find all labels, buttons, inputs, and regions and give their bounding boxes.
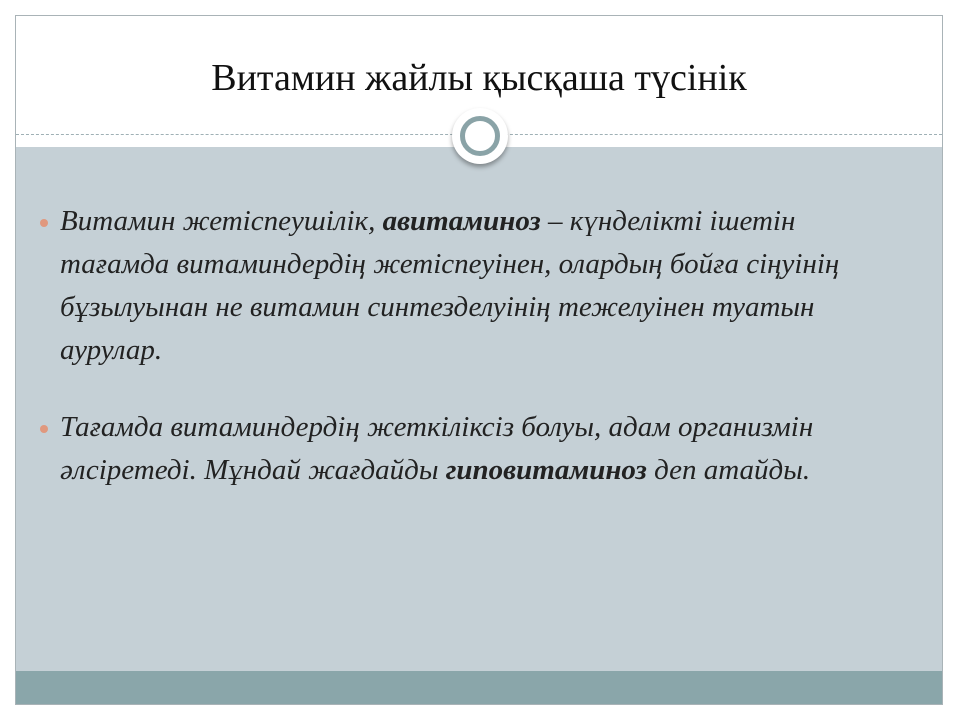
- footer-bar: [16, 671, 942, 705]
- bullet-term-avitaminosis: авитаминоз: [382, 205, 541, 237]
- bullet-text-post: деп атайды.: [646, 454, 811, 486]
- bullet-text-pre: Витамин жетіспеушілік,: [60, 205, 383, 237]
- bullet-item: [40, 200, 860, 372]
- bullet-item: [40, 406, 860, 492]
- ring-inner: [460, 116, 500, 156]
- ring-ornament-icon: [452, 108, 508, 164]
- bullet-text-pre: Тағамда витаминдердің жеткіліксіз болуы, адам организмін әлсіретеді. Мұндай жағдайды: [60, 411, 814, 486]
- slide-title: Витамин жайлы қысқаша түсінік: [211, 57, 747, 99]
- bullet-marker-icon: [40, 425, 48, 433]
- bullet-text-post: – күнделікті ішетін тағамда витаминдердің жетіспеуінен, олардың бойға сіңуінің бұзылуынан не витамин синтезделуінің тежелуінен туатын аурулар.: [60, 205, 840, 366]
- bullet-list: [40, 200, 860, 526]
- bullet-marker-icon: [40, 219, 48, 227]
- bullet-term-hypovitaminosis: гиповитаминоз: [445, 454, 647, 486]
